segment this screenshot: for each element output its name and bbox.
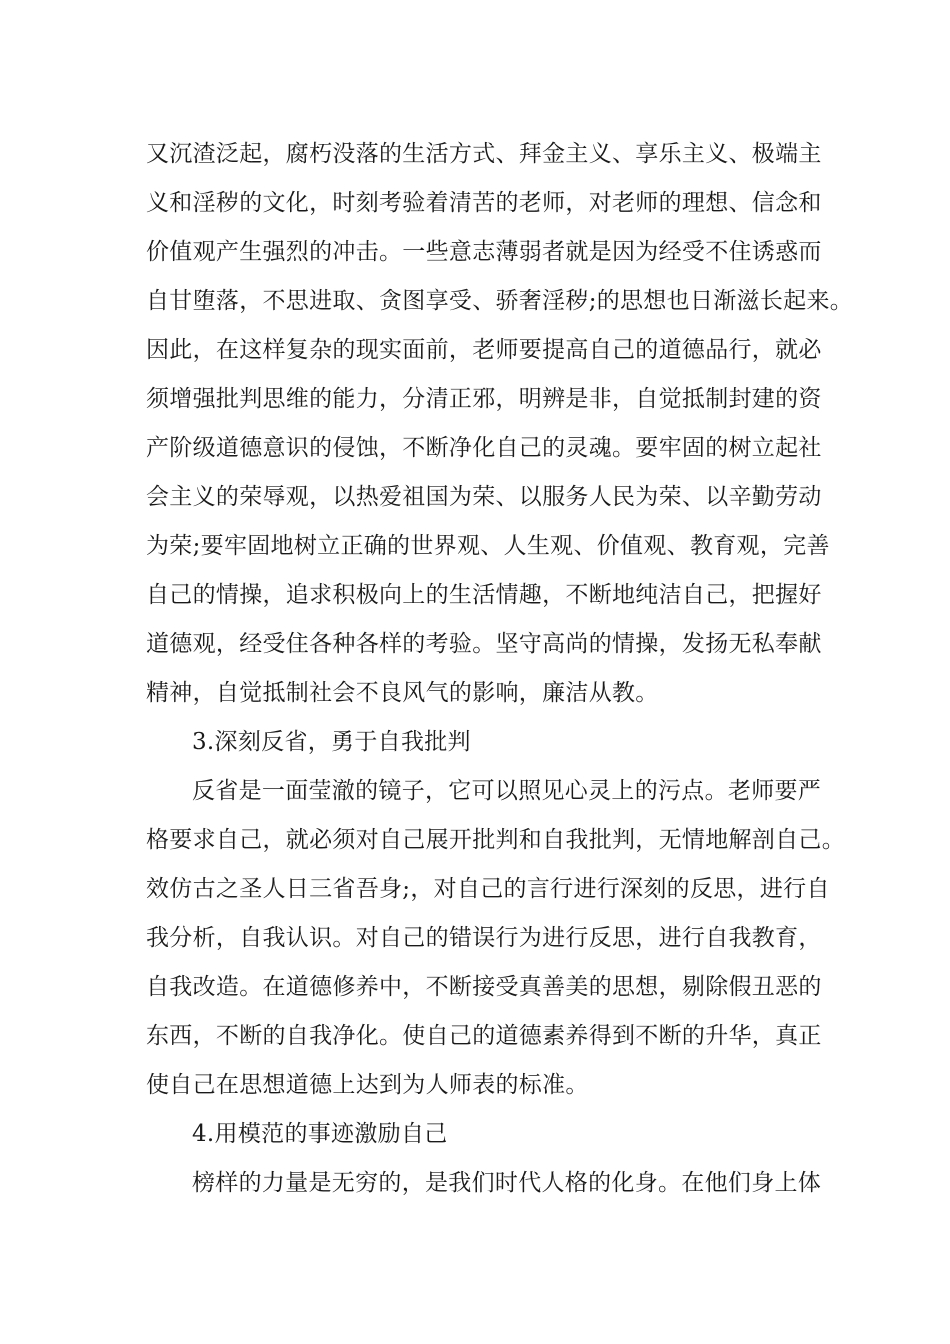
paragraph-line: 自己的情操，追求积极向上的生活情趣，不断地纯洁自己，把握好 xyxy=(146,582,822,608)
section-heading: 4.用模范的事迹激励自己 xyxy=(192,1121,448,1147)
paragraph-line: 反省是一面莹澈的镜子，它可以照见心灵上的污点。老师要严 xyxy=(192,778,822,804)
paragraph-line: 精神，自觉抵制社会不良风气的影响，廉洁从教。 xyxy=(146,680,659,706)
paragraph-line: 道德观，经受住各种各样的考验。坚守高尚的情操，发扬无私奉献 xyxy=(146,631,822,657)
paragraph-line: 义和淫秽的文化，时刻考验着清苦的老师，对老师的理想、信念和 xyxy=(146,190,822,216)
paragraph-line: 自甘堕落，不思进取、贪图享受、骄奢淫秽;的思想也日渐滋长起来。 xyxy=(146,288,854,314)
paragraph-line: 价值观产生强烈的冲击。一些意志薄弱者就是因为经受不住诱惑而 xyxy=(146,239,822,265)
paragraph-line: 东西，不断的自我净化。使自己的道德素养得到不断的升华，真正 xyxy=(146,1023,822,1049)
paragraph-line: 使自己在思想道德上达到为人师表的标准。 xyxy=(146,1072,589,1098)
paragraph-line: 格要求自己，就必须对自己展开批判和自我批判，无情地解剖自己。 xyxy=(146,827,845,853)
paragraph-line: 产阶级道德意识的侵蚀，不断净化自己的灵魂。要牢固的树立起社 xyxy=(146,435,822,461)
paragraph-line: 因此，在这样复杂的现实面前，老师要提高自己的道德品行，就必 xyxy=(146,337,822,363)
paragraph-line: 又沉渣泛起，腐朽没落的生活方式、拜金主义、享乐主义、极端主 xyxy=(146,141,822,167)
section-heading: 3.深刻反省，勇于自我批判 xyxy=(192,729,471,755)
paragraph-line: 会主义的荣辱观，以热爱祖国为荣、以服务人民为荣、以辛勤劳动 xyxy=(146,484,822,510)
paragraph-line: 效仿古之圣人日三省吾身;，对自己的言行进行深刻的反思，进行自 xyxy=(146,876,830,902)
paragraph-line: 为荣;要牢固地树立正确的世界观、人生观、价值观、教育观，完善 xyxy=(146,533,830,559)
paragraph-line: 榜样的力量是无穷的，是我们时代人格的化身。在他们身上体 xyxy=(192,1170,822,1196)
paragraph-line: 须增强批判思维的能力，分清正邪，明辨是非，自觉抵制封建的资 xyxy=(146,386,822,412)
paragraph-line: 自我改造。在道德修养中，不断接受真善美的思想，剔除假丑恶的 xyxy=(146,974,822,1000)
paragraph-line: 我分析，自我认识。对自己的错误行为进行反思，进行自我教育， xyxy=(146,925,822,951)
